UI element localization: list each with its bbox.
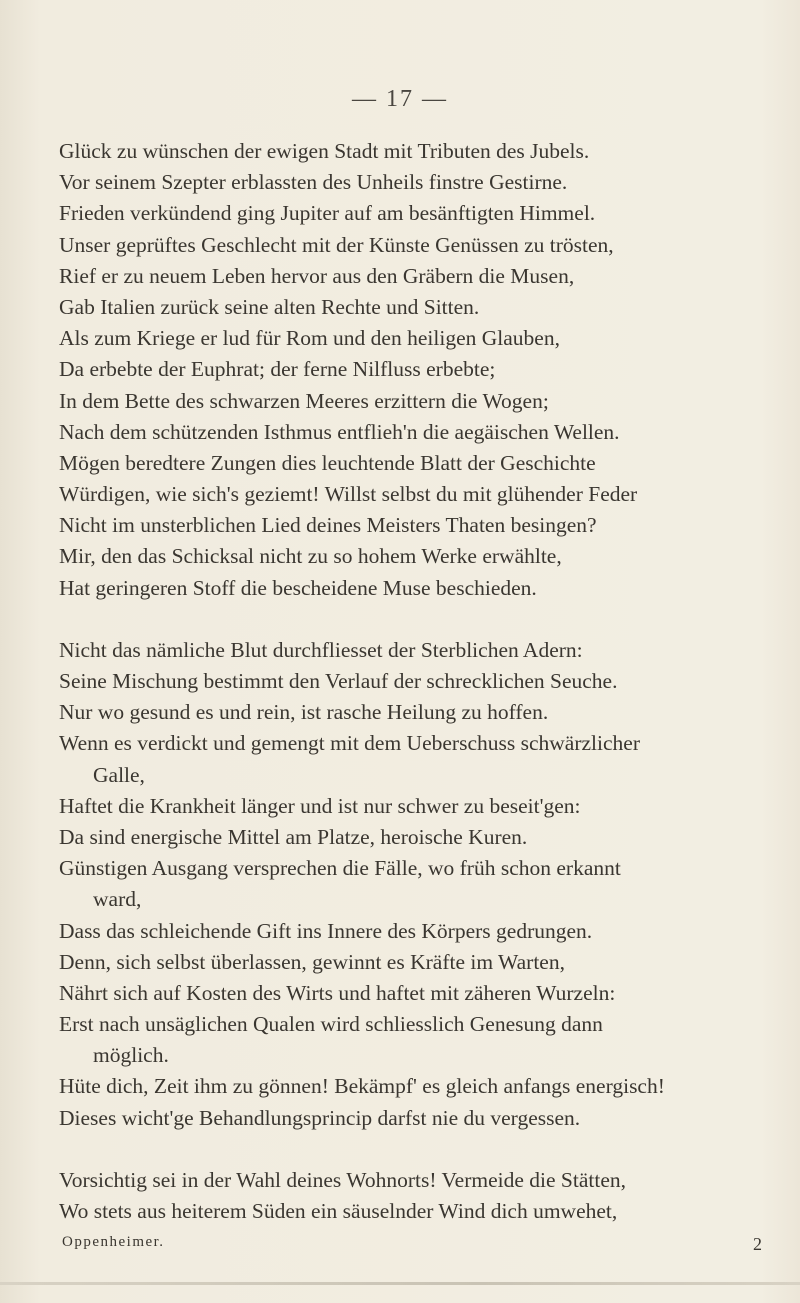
poem-line: Da erbebte der Euphrat; der ferne Nilfluss erbebte; bbox=[59, 357, 496, 382]
poem-line: Frieden verkündend ging Jupiter auf am besänftigten Himmel. bbox=[59, 201, 596, 226]
poem-line: Galle, bbox=[93, 762, 145, 787]
poem-line: Mir, den das Schicksal nicht zu so hohem Werke erwählte, bbox=[59, 544, 562, 569]
poem-line: Unser geprüftes Geschlecht mit der Künste Genüssen zu trösten, bbox=[59, 232, 614, 257]
poem-line: Dass das schleichende Gift ins Innere des Körpers gedrungen. bbox=[59, 918, 593, 943]
footer bbox=[62, 1234, 762, 1258]
poem-line: Wo stets aus heiterem Süden ein säuselnder Wind dich umwehet, bbox=[59, 1199, 618, 1223]
poem-line: In dem Bette des schwarzen Meeres erzittern die Wogen; bbox=[59, 388, 549, 413]
poem-line: Würdigen, wie sich's geziemt! Willst selbst du mit glühender Feder bbox=[59, 482, 638, 507]
poem-line: Nicht im unsterblichen Lied deines Meisters Thaten besingen? bbox=[59, 513, 597, 538]
printer-mark: Oppenheimer. bbox=[62, 1234, 165, 1250]
page-number: — 17 — bbox=[352, 86, 448, 112]
poem-line: Erst nach unsäglichen Qualen wird schliesslich Genesung dann bbox=[59, 1012, 603, 1037]
poem-text bbox=[59, 136, 779, 1227]
poem-line: Gab Italien zurück seine alten Rechte und Sitten. bbox=[59, 294, 480, 319]
poem-line: Als zum Kriege er lud für Rom und den heiligen Glauben, bbox=[59, 326, 560, 351]
poem-line: Da sind energische Mittel am Platze, heroische Kuren. bbox=[59, 824, 528, 849]
page-edge bbox=[0, 1282, 800, 1285]
signature-mark: 2 bbox=[753, 1234, 762, 1254]
poem-line: möglich. bbox=[93, 1043, 169, 1068]
poem-line: Glück zu wünschen der ewigen Stadt mit Tributen des Jubels. bbox=[59, 139, 590, 163]
poem-line: Nur wo gesund es und rein, ist rasche Heilung zu hoffen. bbox=[59, 700, 549, 725]
poem-line: Vor seinem Szepter erblassten des Unheils finstre Gestirne. bbox=[59, 170, 568, 195]
poem-line: Denn, sich selbst überlassen, gewinnt es Kräfte im Warten, bbox=[59, 949, 565, 974]
poem-line: Günstigen Ausgang versprechen die Fälle, wo früh schon erkannt bbox=[59, 856, 621, 881]
poem-line: ward, bbox=[93, 887, 142, 912]
poem-line: Hüte dich, Zeit ihm zu gönnen! Bekämpf' es gleich anfangs energisch! bbox=[59, 1074, 665, 1099]
poem-line: Mögen beredtere Zungen dies leuchtende Blatt der Geschichte bbox=[59, 450, 596, 475]
poem-line: Nach dem schützenden Isthmus entflieh'n die aegäischen Wellen. bbox=[59, 419, 620, 444]
poem-line: Dieses wicht'ge Behandlungsprincip darfst nie du vergessen. bbox=[59, 1105, 581, 1130]
poem-line: Vorsichtig sei in der Wahl deines Wohnorts! Vermeide die Stätten, bbox=[59, 1167, 626, 1192]
poem-line: Seine Mischung bestimmt den Verlauf der schrecklichen Seuche. bbox=[59, 669, 618, 693]
poem-line: Rief er zu neuem Leben hervor aus den Gräbern die Musen, bbox=[59, 263, 575, 288]
poem-line: Haftet die Krankheit länger und ist nur schwer zu beseit'gen: bbox=[59, 793, 581, 818]
poem-line: Nicht das nämliche Blut durchfliesset der Sterblichen Adern: bbox=[59, 637, 583, 662]
poem-line: Wenn es verdickt und gemengt mit dem Ueberschuss schwärzlicher bbox=[59, 731, 640, 756]
poem-line: Hat geringeren Stoff die bescheidene Muse beschieden. bbox=[59, 575, 537, 600]
poem-line: Nährt sich auf Kosten des Wirts und haftet mit zäheren Wurzeln: bbox=[59, 980, 616, 1005]
